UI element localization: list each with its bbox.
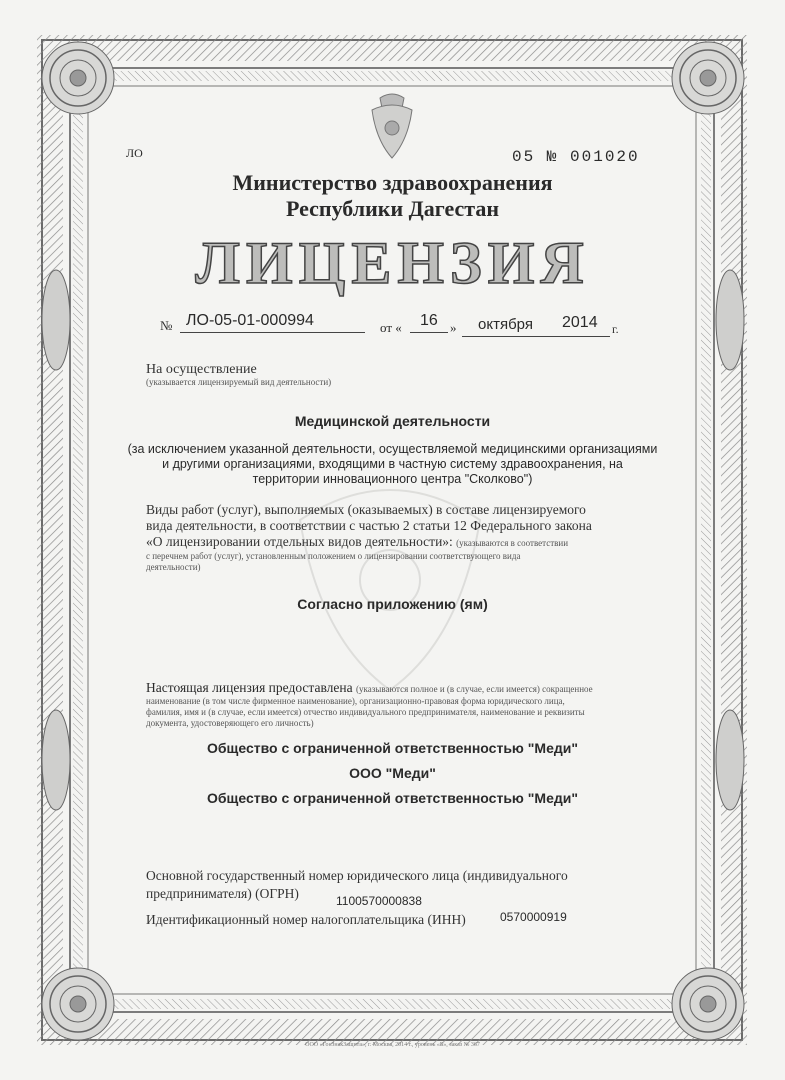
blank-number: 05 № 001020 <box>512 148 640 166</box>
number-label: № <box>160 318 173 333</box>
licensee-short-name: ООО "Меди" <box>349 765 436 781</box>
licensee-intro: Настоящая лицензия предоставлена <box>146 680 353 695</box>
ogrn-label-line-1: Основной государственный номер юридического лица (индивидуального <box>146 868 568 883</box>
license-year: 2014 <box>562 314 598 331</box>
activity-exception <box>110 442 675 487</box>
day-suffix: » <box>450 320 457 335</box>
works-hint-line-2: с перечнем работ (услуг), установленным положением о лицензировании соответствующего вида <box>146 551 521 561</box>
corner-rosette-bottom-left <box>42 968 114 1040</box>
coat-of-arms-emblem <box>372 94 412 158</box>
corner-rosette-top-right <box>672 42 744 114</box>
works-text-line-1: Виды работ (услуг), выполняемых (оказываемых) в составе лицензируемого <box>146 502 586 517</box>
corner-rosette-bottom-right <box>672 968 744 1040</box>
license-month: октября <box>478 316 533 333</box>
inn-label: Идентификационный номер налогоплательщика (ИНН) <box>146 912 466 927</box>
inn-value: 0570000919 <box>500 910 567 924</box>
date-prefix: от « <box>380 320 402 335</box>
ogrn-value: 1100570000838 <box>336 894 422 908</box>
activity-label: На осуществление <box>146 362 257 377</box>
works-value: Согласно приложению (ям) <box>297 596 488 612</box>
document-title: ЛИЦЕНЗИЯ <box>195 230 590 296</box>
works-text-line-2: вида деятельности, в соответствии с частью 2 статьи 12 Федерального закона <box>146 518 592 533</box>
ministry-line-1: Министерство здравоохранения <box>232 170 553 195</box>
licensee-hint-line-3: фамилия, имя и (в случае, если имеется) отчество индивидуального предпринимателя, наименование и реквизиты <box>146 707 585 717</box>
activity-label-hint: (указывается лицензируемый вид деятельности) <box>146 377 332 387</box>
exception-line-2: и другими организациями, входящими в частную систему здравоохранения, на <box>162 457 623 471</box>
license-day: 16 <box>420 312 438 329</box>
year-suffix: г. <box>612 322 619 336</box>
works-hint-inline: (указываются в соответствии <box>456 538 569 548</box>
works-text <box>146 502 646 550</box>
exception-line-1: (за исключением указанной деятельности, осуществляемой медицинскими организациями <box>127 442 658 456</box>
works-text-line-3: «О лицензировании отдельных видов деятельности»: <box>146 534 453 549</box>
licensee-firm-name: Общество с ограниченной ответственностью "Меди" <box>207 790 578 806</box>
licensee-hint-line-2: наименование (в том числе фирменное наименование), организационно-правовая форма юридического лица, <box>146 696 565 706</box>
licensee-hint-inline: (указываются полное и (в случае, если имеется) сокращенное <box>355 684 593 694</box>
license-number: ЛО-05-01-000994 <box>186 312 314 329</box>
printer-imprint: ООО «ГосЗнакЗащита», г. Москва, 2014 г., уровень «Б», заказ № 367 <box>305 1042 480 1048</box>
licensee-full-name: Общество с ограниченной ответственностью "Меди" <box>207 740 578 756</box>
works-hint-line-3: деятельности) <box>146 562 201 572</box>
licensee-hint-line-4: документа, удостоверяющего его личность) <box>146 718 314 728</box>
corner-rosette-top-left <box>42 42 114 114</box>
ogrn-label-line-2: предпринимателя) (ОГРН) <box>146 886 299 901</box>
activity-name: Медицинской деятельности <box>294 413 491 429</box>
exception-line-3: территории инновационного центра "Сколково") <box>252 472 533 486</box>
ministry-line-2: Республики Дагестан <box>285 196 500 221</box>
licensee-intro-row <box>146 680 593 696</box>
series-prefix: ЛО <box>126 146 143 160</box>
